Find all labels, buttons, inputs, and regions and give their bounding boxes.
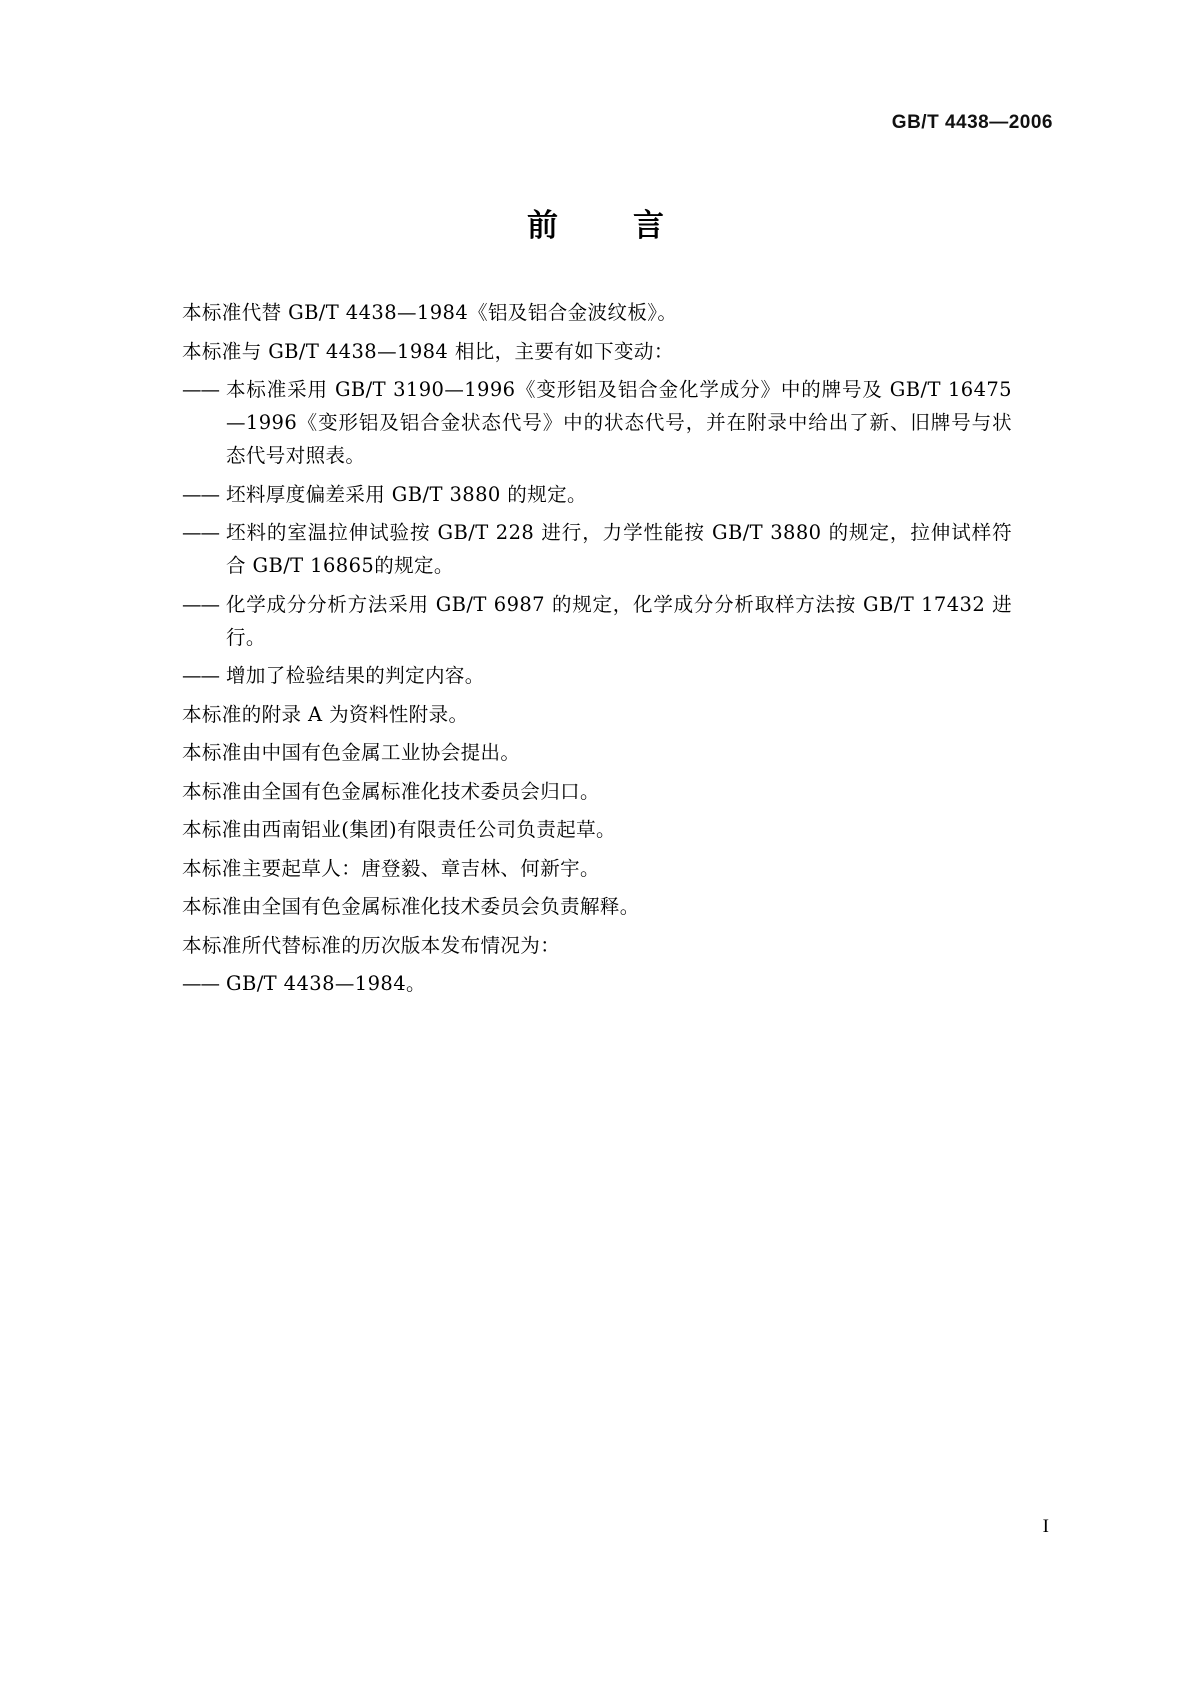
list-item-text: 化学成分分析方法采用 GB/T 6987 的规定，化学成分分析取样方法按 GB/T 17432 进行。 — [226, 592, 1012, 649]
list-item-text: 增加了检验结果的判定内容。 — [226, 664, 485, 687]
page-number: I — [1042, 1516, 1049, 1537]
list-item — [182, 967, 1012, 1000]
list-item-text: 坯料的室温拉伸试验按 GB/T 228 进行，力学性能按 GB/T 3880 的规定，拉伸试样符合 GB/T 16865的规定。 — [226, 521, 1012, 577]
dash-marker: —— — [182, 592, 219, 616]
dash-marker: —— — [182, 972, 219, 995]
paragraph: 本标准的附录 A 为资料性附录。 — [182, 702, 469, 726]
paragraph: 本标准与 GB/T 4438—1984 相比，主要有如下变动： — [182, 339, 674, 363]
dash-marker: —— — [182, 521, 219, 544]
paragraph: 本标准所代替标准的历次版本发布情况为： — [182, 933, 561, 957]
list-item — [182, 588, 1012, 654]
paragraph: 本标准由西南铝业(集团)有限责任公司负责起草。 — [182, 818, 616, 841]
list-item-text: GB/T 4438—1984。 — [226, 972, 426, 995]
list-item-text: 本标准采用 GB/T 3190—1996《变形铝及铝合金化学成分》中的牌号及 GB/T 16475—1996《变形铝及铝合金状态代号》中的状态代号，并在附录中给出了新、旧牌号与状态代号对照表。 — [226, 378, 1012, 467]
list-item-text: 坯料厚度偏差采用 GB/T 3880 的规定。 — [226, 482, 587, 506]
paragraph: 本标准由全国有色金属标准化技术委员会归口。 — [182, 779, 600, 803]
list-item — [182, 373, 1012, 472]
list-item — [182, 659, 1012, 692]
paragraph: 本标准由中国有色金属工业协会提出。 — [182, 741, 521, 764]
list-item — [182, 516, 1012, 582]
dash-marker: —— — [182, 482, 219, 506]
paragraph: 本标准由全国有色金属标准化技术委员会负责解释。 — [182, 895, 640, 918]
list-item — [182, 478, 1012, 511]
paragraph: 本标准代替 GB/T 4438—1984《铝及铝合金波纹板》。 — [182, 301, 678, 324]
dash-marker: —— — [182, 378, 219, 401]
dash-marker: —— — [182, 664, 219, 687]
paragraph: 本标准主要起草人：唐登毅、章吉林、何新宇。 — [182, 856, 600, 880]
page-header-standard-number: GB/T 4438—2006 — [891, 112, 1053, 133]
foreword-body — [182, 296, 1012, 1006]
page-title: 前 言 — [527, 208, 686, 244]
